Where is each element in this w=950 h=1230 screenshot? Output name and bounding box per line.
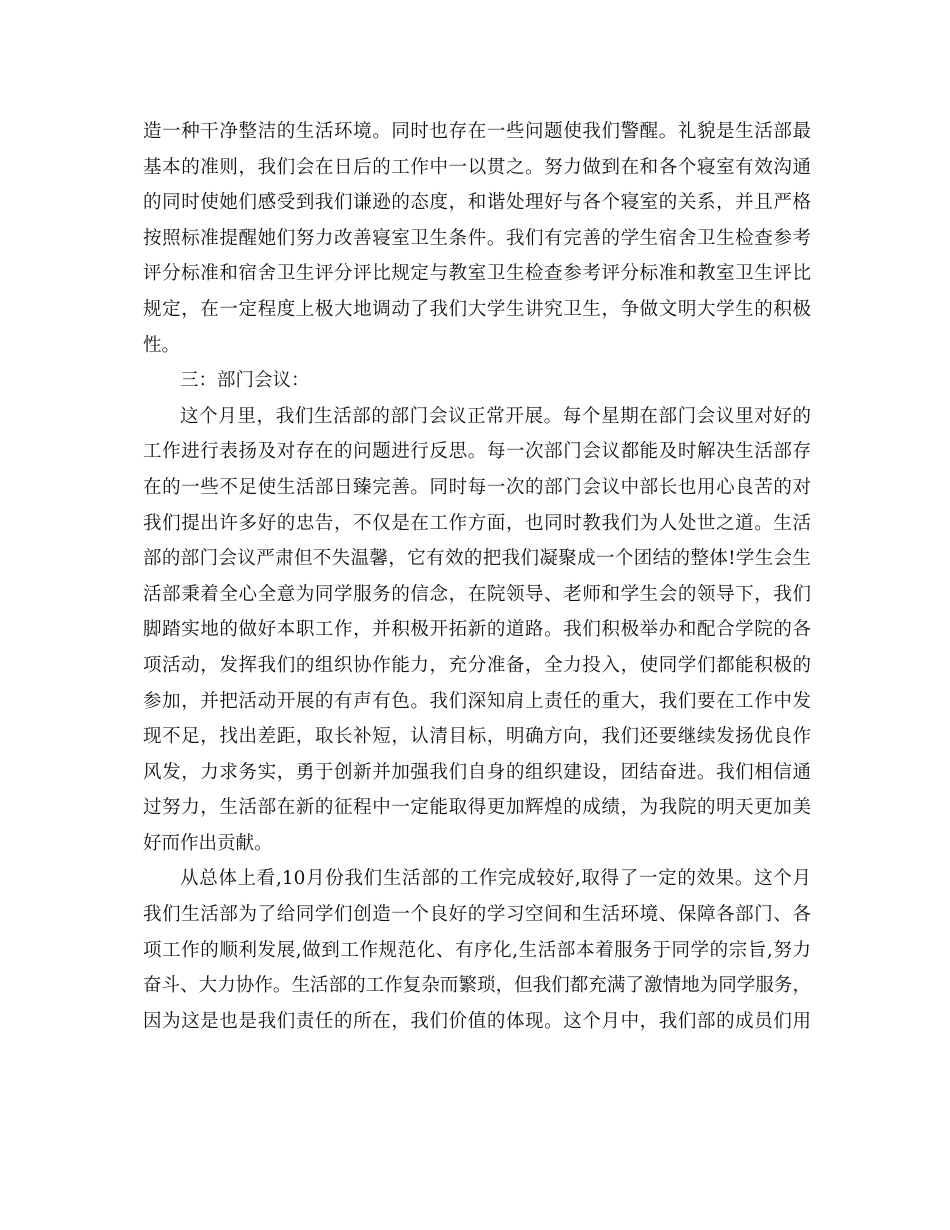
text-line: 过努力，生活部在新的征程中一定能取得更加辉煌的成绩，为我院的明天更加美 [143,797,811,819]
text-line: 部的部门会议严肃但不失温馨，它有效的把我们凝聚成一个团结的整体!学生会生 [143,548,811,570]
text-line: 我们提出许多好的忠告，不仅是在工作方面，也同时教我们为人处世之道。生活 [143,512,811,534]
text-line: 项活动，发挥我们的组织协作能力，充分准备，全力投入，使同学们都能积极的 [143,654,811,676]
document-body [143,114,811,1039]
text-line: 活部秉着全心全意为同学服务的信念，在院领导、老师和学生会的领导下，我们 [143,583,811,605]
text-line: 造一种干净整洁的生活环境。同时也存在一些问题使我们警醒。礼貌是生活部最 [143,121,811,142]
text-line: 风发，力求务实，勇于创新并加强我们自身的组织建设，团结奋进。我们相信通 [143,761,811,783]
text-line: 评分标准和宿舍卫生评分评比规定与教室卫生检查参考评分标准和教室卫生评比 [143,263,811,285]
text-line: 性。 [143,334,181,356]
text-line: 项工作的顺利发展,做到工作规范化、有序化,生活部本着服务于同学的宗旨,努力 [143,939,811,961]
text-line: 我们生活部为了给同学们创造一个良好的学习空间和生活环境、保障各部门、各 [143,904,811,926]
text-line: 参加，并把活动开展的有声有色。我们深知肩上责任的重大，我们要在工作中发 [143,690,811,712]
text-line: 的同时使她们感受到我们谦逊的态度，和谐处理好与各个寝室的关系，并且严格 [143,192,811,214]
text-line: 基本的准则，我们会在日后的工作中一以贯之。努力做到在和各个寝室有效沟通 [143,156,811,178]
text-line: 奋斗、大力协作。生活部的工作复杂而繁琐，但我们都充满了激情地为同学服务， [143,975,811,997]
text-line: 因为这是也是我们责任的所在，我们价值的体现。这个月中，我们部的成员们用 [143,1010,811,1032]
section-heading: 三：部门会议： [180,370,310,392]
text-line: 现不足，找出差距，取长补短，认清目标，明确方向，我们还要继续发扬优良作 [143,726,811,748]
text-line: 工作进行表扬及对存在的问题进行反思。每一次部门会议都能及时解决生活部存 [143,441,811,463]
text-line: 脚踏实地的做好本职工作，并积极开拓新的道路。我们积极举办和配合学院的各 [143,619,811,641]
text-line: 在的一些不足使生活部日臻完善。同时每一次的部门会议中部长也用心良苦的对 [143,476,811,498]
text-line: 规定，在一定程度上极大地调动了我们大学生讲究卫生，争做文明大学生的积极 [143,298,811,320]
text-line: 好而作出贡献。 [143,832,273,854]
text-line: 从总体上看,10月份我们生活部的工作完成较好,取得了一定的效果。这个月 [180,868,811,890]
text-line: 这个月里，我们生活部的部门会议正常开展。每个星期在部门会议里对好的 [180,405,811,427]
text-line: 按照标准提醒她们努力改善寝室卫生条件。我们有完善的学生宿舍卫生检查参考 [143,227,811,249]
